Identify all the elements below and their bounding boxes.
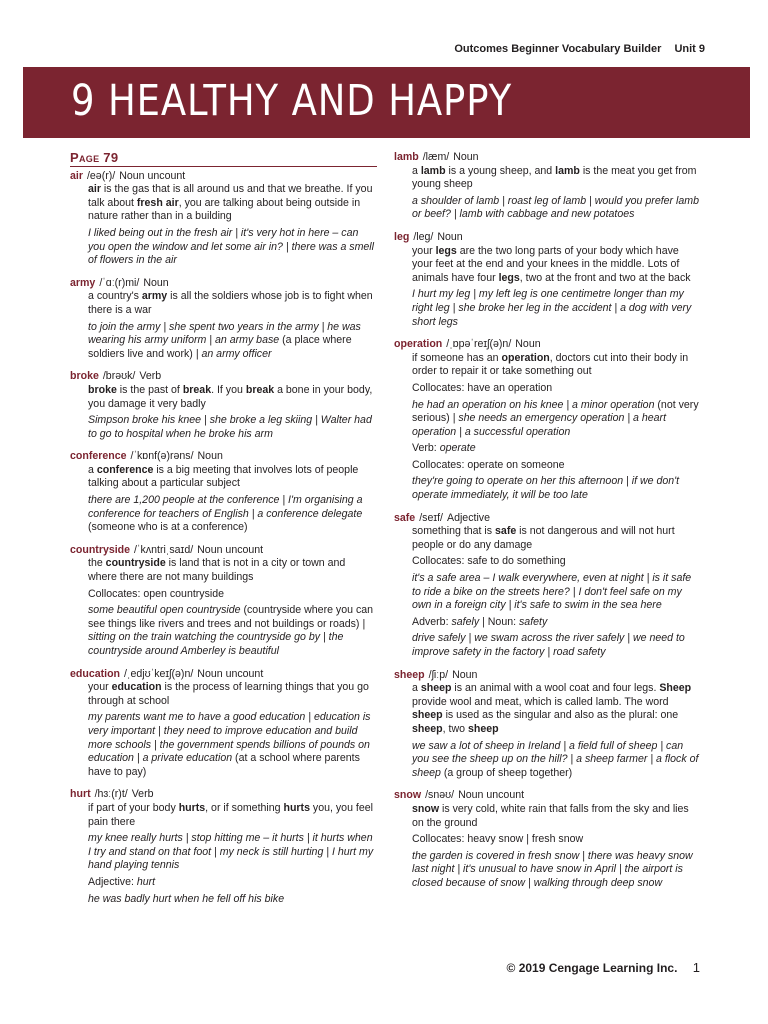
definition: Collocates: open countryside xyxy=(88,587,225,600)
entry-body xyxy=(394,245,702,330)
definition: a lamb is a young sheep, and lamb is the meat you get from young sheep xyxy=(412,164,697,191)
dictionary-entry xyxy=(394,151,702,222)
entry-headline xyxy=(70,544,377,558)
example-sentences: some beautiful open countryside (countryside where you can see things like rivers and trees and not buildings or roads) | sitting on the train watching the countryside go by | the countryside around Amberley is beautiful xyxy=(88,604,374,657)
example-sentences: he was badly hurt when he fell off his bike xyxy=(88,892,285,905)
entry-headline xyxy=(394,151,702,165)
entry-headline xyxy=(70,370,377,384)
headword: hurt xyxy=(70,788,91,801)
example-sentences: a shoulder of lamb | roast leg of lamb | would you prefer lamb or beef? | lamb with cabbage and new potatoes xyxy=(412,194,699,221)
headword: air xyxy=(70,169,83,182)
entry-headline xyxy=(394,512,702,526)
dictionary-entry xyxy=(394,338,702,503)
dictionary-entry xyxy=(70,277,377,362)
part-of-speech: Verb xyxy=(139,370,162,383)
headword: safe xyxy=(394,511,416,524)
part-of-speech: Noun uncount xyxy=(197,543,264,556)
headword: leg xyxy=(394,230,410,243)
entry-headline xyxy=(394,231,702,245)
entry-headline xyxy=(70,668,377,682)
pronunciation: /snəʊ/ xyxy=(425,789,455,802)
entry-body xyxy=(394,165,702,222)
pronunciation: /ˈkʌntriˌsaɪd/ xyxy=(134,543,194,556)
entry-headline xyxy=(70,170,377,184)
entry-list-right xyxy=(394,151,702,891)
entry-body xyxy=(394,803,702,891)
headword: conference xyxy=(70,450,127,463)
page-footer xyxy=(507,960,700,975)
part-of-speech: Noun xyxy=(515,338,541,351)
entry-body xyxy=(70,464,377,535)
pronunciation: /ʃiːp/ xyxy=(428,668,449,681)
dictionary-entry xyxy=(70,450,377,535)
part-of-speech: Noun xyxy=(143,276,169,289)
definition: your legs are the two long parts of your body which have your feet at the end and your knees in the middle. Lots of animals have four legs, two at the front and two at the back xyxy=(412,244,691,284)
entry-body xyxy=(70,384,377,441)
entry-headline xyxy=(70,788,377,802)
definition: Collocates: safe to do something xyxy=(412,555,566,568)
part-of-speech: Adjective xyxy=(447,511,490,524)
definition: a sheep is an animal with a wool coat and four legs. Sheep provide wool and meat, which is called lamb. The word sheep is used as the singular and also as the plural: one sheep, two sheep xyxy=(412,682,692,735)
pronunciation: /læm/ xyxy=(422,151,450,163)
dictionary-entry xyxy=(70,668,377,780)
definition: your education is the process of learning things that you go through at school xyxy=(88,681,369,707)
definition: if part of your body hurts, or if something hurts you, you feel pain there xyxy=(88,801,373,828)
definition: the countryside is land that is not in a city or town and where there are not many buildings xyxy=(88,557,346,584)
pronunciation: /brəʊk/ xyxy=(102,370,136,383)
example-sentences: it's a safe area – I walk everywhere, even at night | is it safe to ride a bike on the streets here? | I don't feel safe on my own in a foreign city | it's safe to swim in the sea here xyxy=(412,572,692,612)
pronunciation: /ˌɒpəˈreɪʃ(ə)n/ xyxy=(446,338,512,351)
unit-banner xyxy=(23,67,750,138)
part-of-speech: Noun xyxy=(437,230,463,243)
example-sentences: I hurt my leg | my left leg is one centimetre longer than my right leg | she broke her leg in the accident | a dog with very short legs xyxy=(412,288,692,328)
running-header xyxy=(454,43,705,55)
headword: sheep xyxy=(394,668,425,681)
example-sentences: to join the army | she spent two years in the army | he was wearing his army uniform | an army base (a place where soldiers live and work) | an army officer xyxy=(88,320,361,360)
entry-headline xyxy=(70,450,377,464)
definition: air is the gas that is all around us and that we breathe. If you talk about fresh air, you are talking about being outside in nature rather than in a building xyxy=(88,183,373,223)
headword: education xyxy=(70,667,121,680)
dictionary-entry xyxy=(394,669,702,781)
definition: Verb: operate xyxy=(412,442,476,455)
right-column xyxy=(394,151,702,900)
entry-headline xyxy=(70,277,377,291)
dictionary-entry xyxy=(70,788,377,906)
copyright: © 2019 Cengage Learning Inc. xyxy=(506,961,678,975)
headword: lamb xyxy=(394,151,419,163)
definition: if someone has an operation, doctors cut into their body in order to repair it or take something out xyxy=(412,351,689,378)
part-of-speech: Noun uncount xyxy=(119,169,186,182)
example-sentences: Simpson broke his knee | she broke a leg skiing | Walter had to go to hospital when he broke his arm xyxy=(88,414,372,440)
definition: Adverb: safely | Noun: safety xyxy=(412,615,548,628)
part-of-speech: Noun uncount xyxy=(197,667,264,680)
definition: Collocates: heavy snow | fresh snow xyxy=(412,833,584,846)
definition: Collocates: have an operation xyxy=(412,381,553,394)
dictionary-entry xyxy=(70,170,377,268)
page-number: 1 xyxy=(692,960,700,975)
entry-body xyxy=(394,525,702,659)
part-of-speech: Verb xyxy=(131,788,154,801)
entry-body xyxy=(70,802,377,906)
headword: countryside xyxy=(70,543,131,556)
example-sentences: my knee really hurts | stop hitting me – it hurts | it hurts when I try and stand on that foot | my neck is still hurting | I hurt my hand playing tennis xyxy=(88,832,374,872)
example-sentences: there are 1,200 people at the conference | I'm organising a conference for teachers of English | a conference delegate (someone who is at a conference) xyxy=(88,494,363,534)
example-sentences: drive safely | we swam across the river safely | we need to improve safety in the factory | road safety xyxy=(412,632,685,658)
dictionary-entry xyxy=(394,231,702,329)
book-title: Outcomes Beginner Vocabulary Builder xyxy=(454,43,662,55)
definition: Collocates: operate on someone xyxy=(412,458,565,471)
definition: a country's army is all the soldiers whose job is to fight when there is a war xyxy=(88,290,373,316)
pronunciation: /leg/ xyxy=(413,230,434,243)
entry-body xyxy=(70,557,377,658)
entry-list-left xyxy=(70,170,377,907)
example-sentences: we saw a lot of sheep in Ireland | a field full of sheep | can you see the sheep up on the hill? | a sheep farmer | a flock of sheep (a group of sheep together) xyxy=(412,739,699,779)
entry-body xyxy=(70,183,377,268)
definition: a conference is a big meeting that involves lots of people talking about a particular subject xyxy=(88,463,359,490)
entry-body xyxy=(70,290,377,361)
headword: army xyxy=(70,276,96,289)
part-of-speech: Noun xyxy=(197,450,223,463)
example-sentences: the garden is covered in fresh snow | there was heavy snow last night | it's unusual to have snow in April | the airport is closed because of snow | walking through deep snow xyxy=(412,849,693,889)
pronunciation: /ˌedjʊˈkeɪʃ(ə)n/ xyxy=(124,667,194,680)
definition: broke is the past of break. If you break a bone in your body, you damage it very badly xyxy=(88,383,373,410)
example-sentences: he had an operation on his knee | a minor operation (not very serious) | she needs an emergency operation | a heart operation | a successful operation xyxy=(412,398,699,438)
entry-headline xyxy=(394,338,702,352)
example-sentences: my parents want me to have a good education | education is very important | they need to improve education and build more schools | the government spends billions of pounds on education | a private education (at a school where parents have to pay) xyxy=(88,711,371,778)
dictionary-entry xyxy=(394,789,702,890)
definition: something that is safe is not dangerous and will not hurt people or do any damage xyxy=(412,525,675,551)
headword: operation xyxy=(394,338,443,351)
part-of-speech: Noun xyxy=(453,151,479,163)
part-of-speech: Noun uncount xyxy=(458,789,525,802)
definition: snow is very cold, white rain that falls from the sky and lies on the ground xyxy=(412,802,689,829)
unit-title: 9 HEALTHY AND HAPPY xyxy=(71,76,513,126)
entry-headline xyxy=(394,789,702,803)
definition: Adjective: hurt xyxy=(88,875,156,888)
entry-body xyxy=(394,682,702,780)
entry-headline xyxy=(394,669,702,683)
pronunciation: /ˈkɒnf(ə)rəns/ xyxy=(130,450,194,463)
dictionary-entry xyxy=(70,370,377,441)
headword: snow xyxy=(394,789,422,802)
dictionary-entry xyxy=(394,512,702,660)
example-sentences: they're going to operate on her this afternoon | if we don't operate immediately, it will be too late xyxy=(412,475,680,502)
dictionary-entry xyxy=(70,544,377,659)
entry-body xyxy=(70,681,377,779)
pronunciation: /eə(r)/ xyxy=(86,169,116,182)
example-sentences: I liked being out in the fresh air | it's very hot in here – can you open the window and let some air in? | there was a smell of flowers in the air xyxy=(88,226,374,267)
headword: broke xyxy=(70,370,99,383)
entry-body xyxy=(394,352,702,503)
page-heading: Page 79 xyxy=(70,151,377,167)
pronunciation: /ˈɑː(r)mi/ xyxy=(99,276,140,289)
part-of-speech: Noun xyxy=(452,668,478,681)
left-column xyxy=(70,151,377,915)
unit-label: Unit 9 xyxy=(674,43,705,55)
pronunciation: /seɪf/ xyxy=(419,511,443,524)
pronunciation: /hɜː(r)t/ xyxy=(94,788,128,801)
